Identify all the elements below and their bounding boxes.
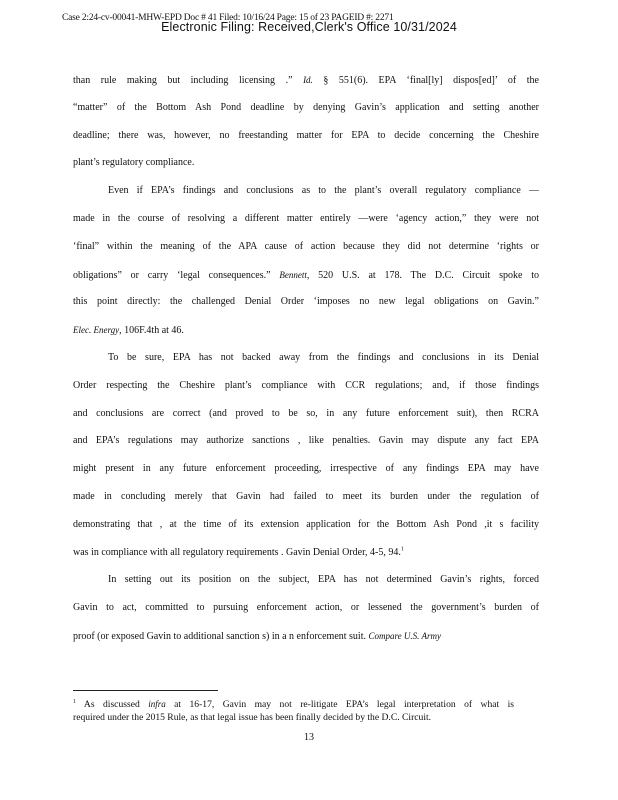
footnote-ref: 1 xyxy=(400,546,404,553)
body-line: ‘final” within the meaning of the APA cause of action because they did not determine ‘rights or xyxy=(73,241,539,252)
body-line: deadline; there was, however, no freestanding matter for EPA to decide concerning the Cheshire xyxy=(73,130,539,141)
body-line: To be sure, EPA has not backed away from the findings and conclusions in its Denial xyxy=(108,352,539,363)
body-line: was in compliance with all regulatory requirements . Gavin Denial Order, 4-5, 94.$^1$ xyxy=(73,546,404,558)
body-line: made in the course of resolving a different matter entirely —were ‘agency action,” they were not xyxy=(73,213,539,224)
page-number: 13 xyxy=(304,732,314,743)
body-line: this point directly: the challenged Denial Order ‘imposes no new legal obligations on Gavin.” xyxy=(73,296,539,307)
body-line: might present in any future enforcement proceeding, irrespective of any findings EPA may have xyxy=(73,463,539,474)
citation-italic: Compare U.S. Army xyxy=(368,631,441,641)
body-line: Even if EPA’s findings and conclusions as to the plant’s overall regulatory compliance — xyxy=(108,185,539,196)
footnote-line: $^1$ As discussed infra at 16-17, Gavin may not re-litigate EPA’s legal interpretation of what is xyxy=(73,698,515,710)
filing-stamp: Electronic Filing: Received,Clerk's Office 10/31/2024 xyxy=(161,20,457,34)
citation-italic: Id. xyxy=(303,75,313,85)
citation-italic: infra xyxy=(148,699,166,709)
body-line: made in concluding merely that Gavin had failed to meet its burden under the regulation of xyxy=(73,491,539,502)
citation-italic: Bennett xyxy=(279,270,307,280)
body-line: than rule making but including licensing .” Id. § 551(6). EPA ‘final[ly] dispos[ed]’ of the xyxy=(73,75,539,86)
body-line: Elec. Energy, 106F.4th at 46. xyxy=(73,325,184,336)
footnote-divider xyxy=(73,690,218,691)
body-line: Gavin to act, committed to pursuing enforcement action, or lessened the government’s burden of xyxy=(73,602,539,613)
body-line: In setting out its position on the subject, EPA has not determined Gavin’s rights, forced xyxy=(108,574,539,585)
body-line: and conclusions are correct (and proved to be so, in any future enforcement suit), then RCRA xyxy=(73,408,539,419)
footnote-marker: 1 xyxy=(73,698,76,705)
body-line: plant’s regulatory compliance. xyxy=(73,157,195,168)
case-header: Case 2:24-cv-00041-MHW-EPD Doc # 41 Filed: 10/16/24 Page: 15 of 23 PAGEID #: 2271 xyxy=(62,13,394,23)
body-line: demonstrating that , at the time of its extension application for the Bottom Ash Pond ,it s facility xyxy=(73,519,539,530)
citation-italic: Elec. Energy xyxy=(73,325,120,335)
body-line: “matter” of the Bottom Ash Pond deadline by denying Gavin’s application and setting another xyxy=(73,102,539,113)
footnote-line: required under the 2015 Rule, as that legal issue has been finally decided by the D.C. Circuit. xyxy=(73,712,432,723)
body-line: obligations” or carry ‘legal consequences.” Bennett, 520 U.S. at 178. The D.C. Circuit spoke to xyxy=(73,270,539,281)
body-line: and EPA’s regulations may authorize sanctions , like penalties. Gavin may dispute any fact EPA xyxy=(73,435,539,446)
body-line: Order respecting the Cheshire plant’s compliance with CCR regulations; and, if those findings xyxy=(73,380,539,391)
body-line: proof (or exposed Gavin to additional sanction s) in a n enforcement suit. Compare U.S. Army xyxy=(73,631,441,642)
